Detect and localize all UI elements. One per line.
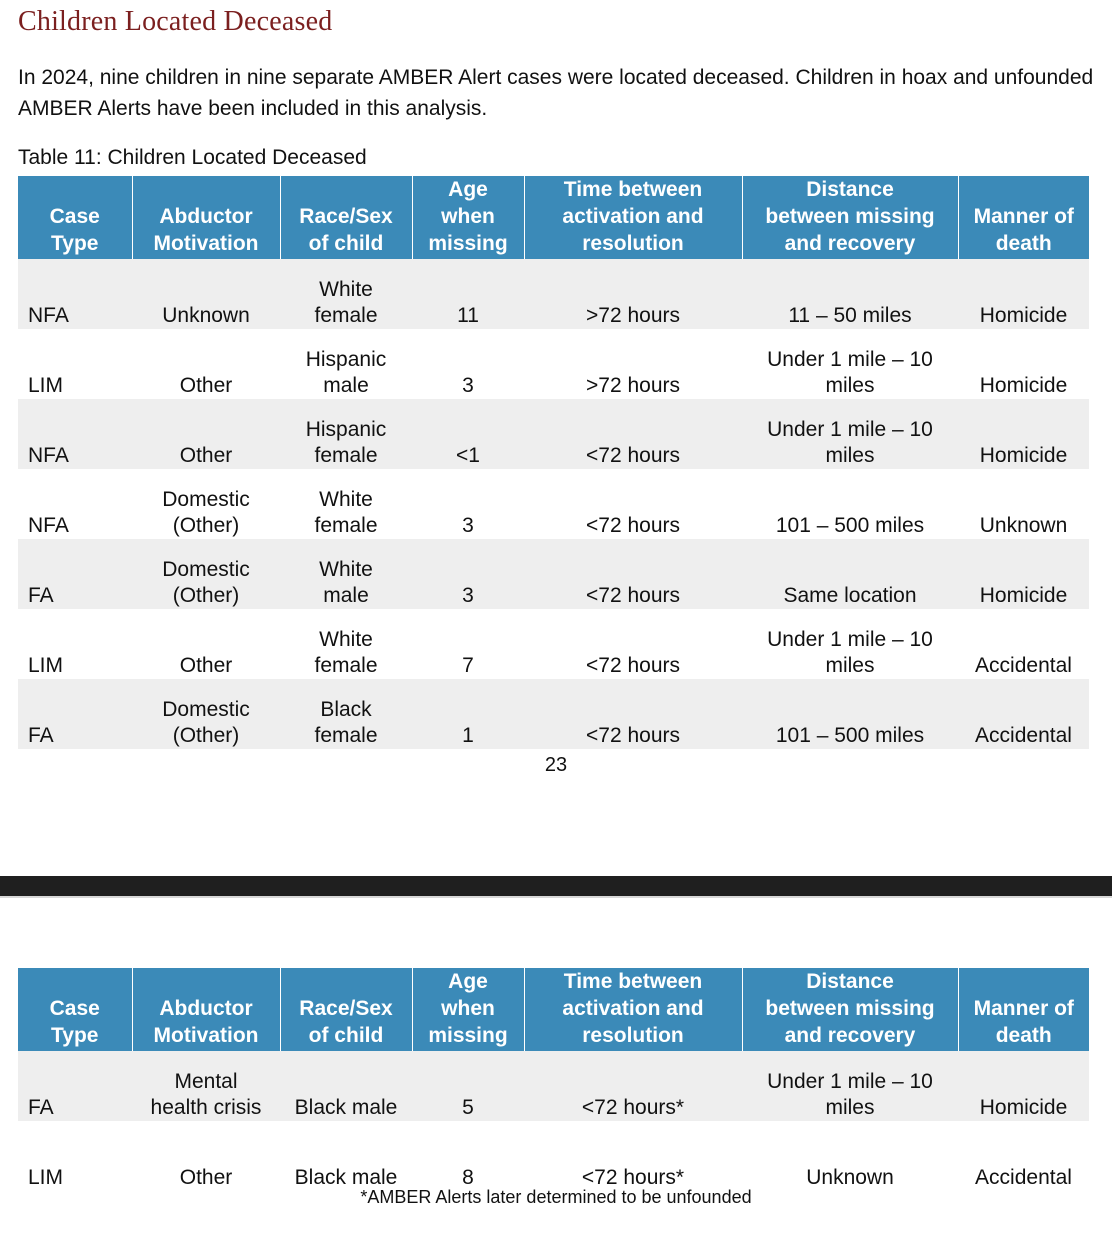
cell-time: [524, 329, 742, 399]
table-row: [18, 259, 1089, 329]
header-text: activation and: [562, 997, 704, 1020]
header-text: when: [441, 997, 495, 1020]
table-row: [18, 609, 1089, 679]
header-text: between missing: [765, 997, 935, 1020]
cell-motivation: [132, 1051, 280, 1121]
cell-text: 3: [462, 584, 474, 607]
cell-age: [412, 1121, 524, 1191]
cell-distance: [742, 399, 958, 469]
cell-text: NFA: [28, 514, 69, 537]
cell-case-type: [18, 1121, 132, 1191]
table-row: [18, 679, 1089, 749]
cell-text: Homicide: [979, 584, 1068, 607]
cell-time: [524, 399, 742, 469]
header-text: Type: [51, 1024, 99, 1047]
column-header-time: [524, 968, 742, 1051]
cell-text: 3: [462, 514, 474, 537]
cell-text: Homicide: [979, 304, 1068, 327]
table-row: [18, 1051, 1089, 1121]
cell-manner: [958, 1051, 1089, 1121]
table-footnote: *AMBER Alerts later determined to be unfounded: [360, 1187, 752, 1207]
header-text: Time between: [563, 970, 703, 993]
cell-text: LIM: [28, 374, 64, 397]
header-text: Manner of: [973, 205, 1074, 228]
header-text: Age: [448, 970, 488, 993]
cell-text: (Other): [172, 724, 240, 747]
header-text: and recovery: [784, 232, 916, 255]
cell-motivation: [132, 259, 280, 329]
header-text: between missing: [765, 205, 935, 228]
cell-text: Same location: [783, 584, 917, 607]
cell-text: Homicide: [979, 1096, 1068, 1119]
cell-case-type: [18, 1051, 132, 1121]
cell-manner: [958, 399, 1089, 469]
header-text: death: [995, 232, 1052, 255]
column-header-case-type: [18, 176, 132, 259]
cell-text: female: [314, 444, 378, 467]
cell-text: health crisis: [150, 1096, 262, 1119]
cell-race-sex: [280, 609, 412, 679]
cell-time: [524, 679, 742, 749]
cell-age: [412, 609, 524, 679]
cell-text: 101 – 500 miles: [775, 724, 925, 747]
header-text: Race/Sex: [299, 997, 393, 1020]
cell-text: Accidental: [975, 654, 1072, 677]
cell-text: female: [314, 654, 378, 677]
cell-text: NFA: [28, 304, 69, 327]
header-text: Case: [49, 205, 100, 228]
cell-text: FA: [28, 724, 54, 747]
cell-case-type: [18, 259, 132, 329]
cell-age: [412, 539, 524, 609]
cell-time: [524, 469, 742, 539]
header-text: missing: [428, 232, 508, 255]
cell-motivation: [132, 1121, 280, 1191]
cell-text: White: [319, 278, 373, 301]
header-text: activation and: [562, 205, 704, 228]
cell-text: Under 1 mile – 10: [767, 628, 933, 651]
cell-age: [412, 469, 524, 539]
header-text: Distance: [806, 970, 894, 993]
cell-text: Other: [179, 444, 233, 467]
header-text: Distance: [806, 178, 894, 201]
cell-race-sex: [280, 1121, 412, 1191]
cell-text: White: [319, 488, 373, 511]
table-header: [18, 176, 1089, 259]
column-header-motivation: [132, 968, 280, 1051]
cell-text: Under 1 mile – 10: [767, 1070, 933, 1093]
cell-distance: [742, 609, 958, 679]
cell-motivation: [132, 469, 280, 539]
cell-text: >72 hours: [586, 374, 680, 397]
cell-text: male: [323, 584, 369, 607]
header-text: when: [441, 205, 495, 228]
table-row: [18, 1121, 1089, 1191]
cell-text: <72 hours: [586, 514, 680, 537]
cell-text: Unknown: [162, 304, 250, 327]
header-text: Abductor: [159, 997, 253, 1020]
cell-case-type: [18, 539, 132, 609]
table-header: [18, 968, 1089, 1051]
cell-race-sex: [280, 679, 412, 749]
header-text: Age: [448, 178, 488, 201]
header-text: of child: [308, 1024, 384, 1047]
cell-manner: [958, 609, 1089, 679]
header-text: missing: [428, 1024, 508, 1047]
cell-text: Domestic: [162, 558, 250, 581]
cell-text: Unknown: [979, 514, 1068, 537]
cell-case-type: [18, 469, 132, 539]
cell-manner: [958, 1121, 1089, 1191]
cell-case-type: [18, 399, 132, 469]
cell-text: Homicide: [979, 444, 1068, 467]
cell-text: FA: [28, 584, 54, 607]
cell-age: [412, 1051, 524, 1121]
cell-race-sex: [280, 399, 412, 469]
cell-manner: [958, 329, 1089, 399]
cell-case-type: [18, 609, 132, 679]
cell-text: 11: [457, 304, 479, 327]
header-text: Motivation: [153, 1024, 259, 1047]
cell-text: 5: [462, 1096, 474, 1119]
header-text: resolution: [582, 1024, 684, 1047]
cell-motivation: [132, 399, 280, 469]
cell-text: <72 hours*: [581, 1096, 685, 1119]
header-text: death: [995, 1024, 1052, 1047]
table-row: [18, 539, 1089, 609]
column-header-manner: [958, 176, 1089, 259]
cell-distance: [742, 539, 958, 609]
cell-text: LIM: [28, 1166, 64, 1189]
cell-text: NFA: [28, 444, 69, 467]
cell-text: (Other): [172, 584, 240, 607]
cell-text: Homicide: [979, 374, 1068, 397]
header-text: Abductor: [159, 205, 253, 228]
cell-motivation: [132, 679, 280, 749]
cell-text: Domestic: [162, 698, 250, 721]
cell-manner: [958, 679, 1089, 749]
cell-text: White: [319, 628, 373, 651]
cell-text: Black male: [294, 1096, 398, 1119]
cell-distance: [742, 259, 958, 329]
cell-age: [412, 679, 524, 749]
table-body: [18, 259, 1089, 749]
cell-manner: [958, 469, 1089, 539]
cell-motivation: [132, 609, 280, 679]
header-text: Race/Sex: [299, 205, 393, 228]
header-text: Manner of: [973, 997, 1074, 1020]
cell-distance: [742, 469, 958, 539]
table-caption: Table 11: Children Located Deceased: [18, 146, 367, 169]
cell-text: <72 hours: [586, 654, 680, 677]
deceased-table-part-2: [18, 968, 1089, 1191]
cell-text: 3: [462, 374, 474, 397]
cell-time: [524, 609, 742, 679]
cell-text: <1: [456, 444, 480, 467]
cell-text: LIM: [28, 654, 64, 677]
cell-text: female: [314, 724, 378, 747]
cell-text: <72 hours*: [581, 1166, 685, 1189]
header-row: [18, 968, 1089, 1051]
column-header-distance: [742, 176, 958, 259]
header-text: resolution: [582, 232, 684, 255]
cell-text: Black male: [294, 1166, 398, 1189]
cell-case-type: [18, 329, 132, 399]
cell-text: Accidental: [975, 724, 1072, 747]
cell-motivation: [132, 329, 280, 399]
header-row: [18, 176, 1089, 259]
cell-manner: [958, 539, 1089, 609]
table-row: [18, 329, 1089, 399]
page-24: [0, 896, 1112, 1244]
cell-text: female: [314, 514, 378, 537]
cell-text: Domestic: [162, 488, 250, 511]
cell-distance: [742, 679, 958, 749]
cell-text: 1: [462, 724, 474, 747]
cell-text: (Other): [172, 514, 240, 537]
section-title: Children Located Deceased: [18, 6, 333, 37]
cell-text: Hispanic: [305, 418, 387, 441]
cell-text: Unknown: [806, 1166, 894, 1189]
cell-text: Mental: [174, 1070, 238, 1093]
table-row: [18, 399, 1089, 469]
table-body: [18, 1051, 1089, 1191]
cell-motivation: [132, 539, 280, 609]
cell-distance: [742, 1121, 958, 1191]
cell-text: 101 – 500 miles: [775, 514, 925, 537]
column-header-age: [412, 968, 524, 1051]
page-number: 23: [544, 754, 568, 776]
header-text: of child: [308, 232, 384, 255]
cell-case-type: [18, 679, 132, 749]
cell-text: <72 hours: [586, 584, 680, 607]
column-header-manner: [958, 968, 1089, 1051]
cell-text: male: [323, 374, 369, 397]
cell-age: [412, 399, 524, 469]
cell-text: <72 hours: [586, 444, 680, 467]
cell-text: miles: [825, 1096, 875, 1119]
cell-time: [524, 1121, 742, 1191]
header-text: and recovery: [784, 1024, 916, 1047]
cell-manner: [958, 259, 1089, 329]
column-header-age: [412, 176, 524, 259]
cell-text: Other: [179, 374, 233, 397]
header-text: Motivation: [153, 232, 259, 255]
cell-text: <72 hours: [586, 724, 680, 747]
cell-time: [524, 539, 742, 609]
cell-text: miles: [825, 374, 875, 397]
column-header-case-type: [18, 968, 132, 1051]
cell-text: 11 – 50 miles: [788, 304, 912, 327]
cell-race-sex: [280, 329, 412, 399]
column-header-time: [524, 176, 742, 259]
cell-race-sex: [280, 259, 412, 329]
cell-age: [412, 259, 524, 329]
cell-text: Hispanic: [305, 348, 387, 371]
cell-text: Accidental: [975, 1166, 1072, 1189]
header-text: Time between: [563, 178, 703, 201]
cell-text: miles: [825, 654, 875, 677]
column-header-distance: [742, 968, 958, 1051]
cell-age: [412, 329, 524, 399]
cell-text: White: [319, 558, 373, 581]
cell-race-sex: [280, 1051, 412, 1121]
page-break-divider: [0, 876, 1112, 898]
cell-text: Black: [320, 698, 372, 721]
table-row: [18, 469, 1089, 539]
cell-distance: [742, 329, 958, 399]
header-text: Type: [51, 232, 99, 255]
cell-text: Under 1 mile – 10: [767, 348, 933, 371]
column-header-race-sex: [280, 968, 412, 1051]
column-header-motivation: [132, 176, 280, 259]
cell-text: FA: [28, 1096, 54, 1119]
cell-text: Other: [179, 1166, 233, 1189]
cell-race-sex: [280, 469, 412, 539]
column-header-race-sex: [280, 176, 412, 259]
cell-text: 7: [462, 654, 474, 677]
cell-distance: [742, 1051, 958, 1121]
cell-race-sex: [280, 539, 412, 609]
cell-text: 8: [462, 1166, 474, 1189]
cell-text: miles: [825, 444, 875, 467]
cell-text: female: [314, 304, 378, 327]
header-text: Case: [49, 997, 100, 1020]
cell-text: Under 1 mile – 10: [767, 418, 933, 441]
cell-text: >72 hours: [586, 304, 680, 327]
cell-text: Other: [179, 654, 233, 677]
deceased-table-part-1: [18, 176, 1089, 749]
intro-paragraph: In 2024, nine children in nine separate AMBER Alert cases were located deceased. Children in hoax and unfounded AMBER Alerts have been included in this analysis.: [18, 66, 1094, 120]
cell-time: [524, 1051, 742, 1121]
cell-time: [524, 259, 742, 329]
